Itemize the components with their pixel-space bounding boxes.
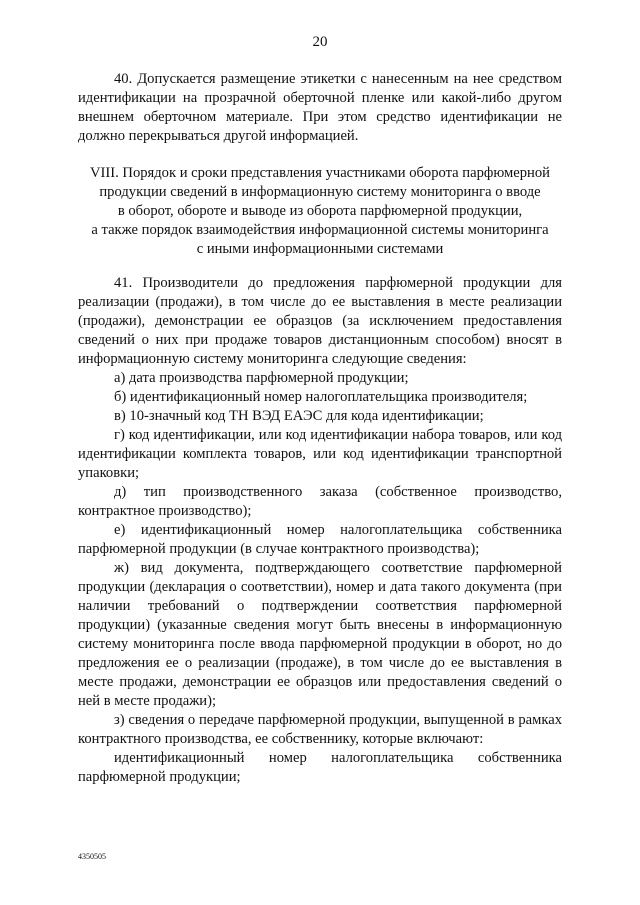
section-heading bbox=[78, 164, 562, 259]
section-heading-line: VIII. Порядок и сроки представления участниками оборота парфюмерной bbox=[90, 165, 550, 181]
section-heading-line: а также порядок взаимодействия информационной системы мониторинга bbox=[91, 222, 549, 238]
list-item: а) дата производства парфюмерной продукции; bbox=[114, 370, 409, 386]
list-item: б) идентификационный номер налогоплательщика производителя; bbox=[114, 389, 528, 405]
list-item: е) идентификационный номер налогоплательщика собственника парфюмерной продукции (в случае контрактного производства); bbox=[78, 522, 562, 557]
section-heading-line: продукции сведений в информационную систему мониторинга о вводе bbox=[99, 184, 541, 200]
section-heading-line: с иными информационными системами bbox=[196, 241, 444, 257]
footer-code: 4350505 bbox=[78, 852, 106, 861]
list-item: д) тип производственного заказа (собственное производство, контрактное производство); bbox=[78, 484, 562, 519]
paragraph-41-block bbox=[78, 274, 562, 787]
list-item: в) 10-значный код ТН ВЭД ЕАЭС для кода идентификации; bbox=[114, 408, 484, 424]
section-heading-line: в оборот, обороте и выводе из оборота парфюмерной продукции, bbox=[117, 203, 523, 219]
paragraph-40: 40. Допускается размещение этикетки с нанесенным на нее средством идентификации на прозрачной оберточной пленке или какой-либо другом внешнем оберточном материале. При этом средство идентификации не должно перекрываться другой информацией. bbox=[78, 71, 562, 144]
list-item: з) сведения о передаче парфюмерной продукции, выпущенной в рамках контрактного производства, ее собственнику, которые включают: bbox=[78, 712, 562, 747]
paragraph-41: 41. Производители до предложения парфюмерной продукции для реализации (продажи), в том числе до ее выставления в месте реализации (продажи), демонстрации ее образцов (за исключением предоставления сведений о них при продаже товаров дистанционным способом) вносят в информационную систему мониторинга следующие сведения: bbox=[78, 275, 562, 367]
list-item: г) код идентификации, или код идентификации набора товаров, или код идентификации комплекта товаров, или код идентификации транспортной упаковки; bbox=[78, 427, 562, 481]
page-number: 20 bbox=[312, 34, 328, 50]
list-item: ж) вид документа, подтверждающего соответствие парфюмерной продукции (декларация о соответствии), номер и дата такого документа (при наличии требований о подтверждении соответствия парфюмерной продукции) (указанные сведения могут быть внесены в информационную систему мониторинга после ввода парфюмерной продукции в оборот, но до предложения ее о реализации (продаже), в том числе до ее выставления в месте продажи, демонстрации ее образцов или предоставления сведений о ней в месте продажи); bbox=[78, 560, 562, 709]
list-item: идентификационный номер налогоплательщика собственника парфюмерной продукции; bbox=[78, 750, 562, 785]
paragraph-40-block bbox=[78, 70, 562, 146]
